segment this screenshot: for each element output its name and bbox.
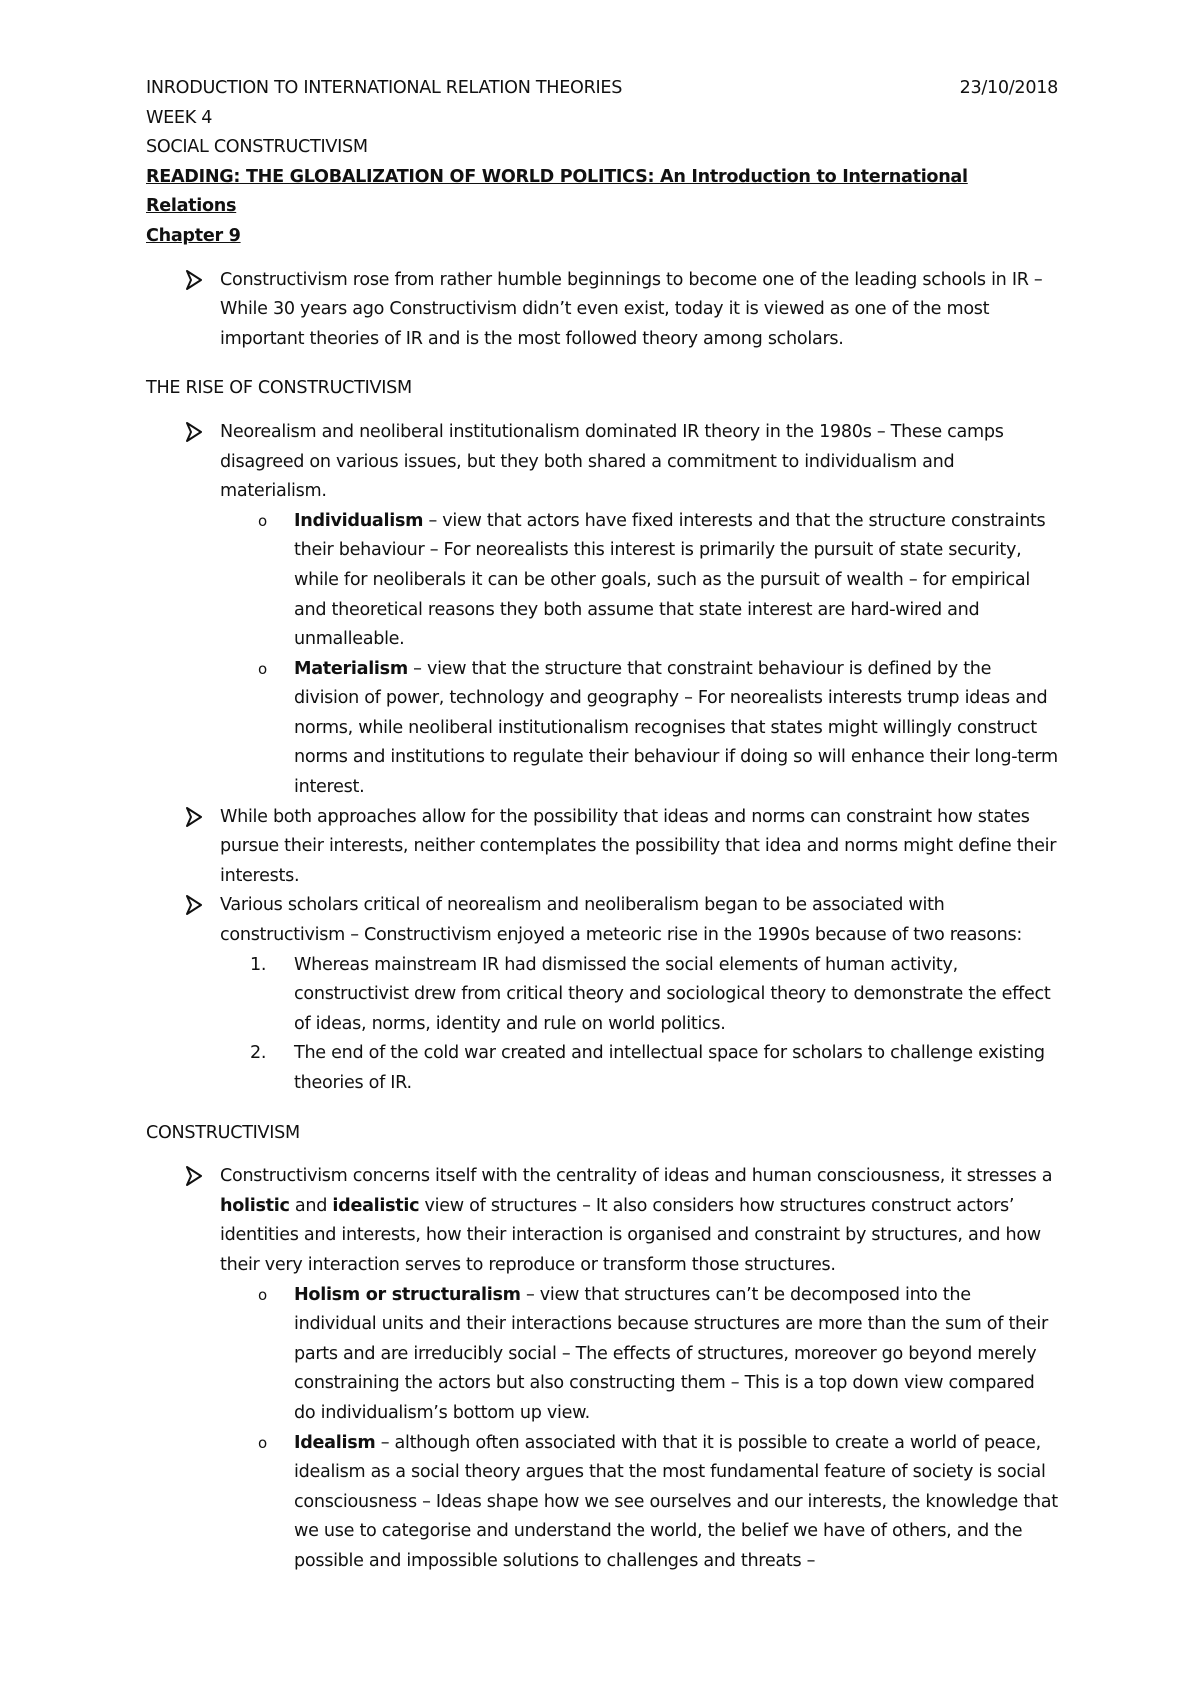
sub-marker: o bbox=[258, 659, 267, 678]
numbered-list bbox=[220, 951, 1058, 1099]
numbered-text: Whereas mainstream IR had dismissed the social elements of human activity, constructivist drew from critical theory and sociological theory to demonstrate the effect of ideas, norms, identity and rule on world politics. bbox=[294, 954, 1051, 1034]
sub-item bbox=[220, 1281, 1058, 1429]
constructivism-list bbox=[146, 1162, 1058, 1576]
header-line bbox=[146, 74, 1058, 104]
term-materialism: Materialism bbox=[294, 658, 408, 679]
arrowhead-bullet-icon bbox=[186, 806, 202, 828]
arrowhead-bullet-icon bbox=[186, 1165, 202, 1187]
sub-marker: o bbox=[258, 1433, 267, 1452]
bullet-text: and bbox=[289, 1195, 333, 1216]
sub-text: – although often associated with that it is possible to create a world of peace, idealism as a social theory argues that the most fundamental feature of society is social consciousness – Ideas shape how we see ourselves and our interests, the knowledge that we use to categorise and understand the world, the belief we have of others, and the possible and impossible solutions to challenges and threats – bbox=[294, 1432, 1058, 1571]
document-date: 23/10/2018 bbox=[959, 78, 1058, 98]
list-item bbox=[146, 803, 1058, 892]
sub-item bbox=[220, 507, 1058, 655]
sub-list bbox=[220, 1281, 1058, 1577]
intro-list bbox=[146, 266, 1058, 355]
arrowhead-bullet-icon bbox=[186, 894, 202, 916]
term-holistic: holistic bbox=[220, 1195, 290, 1216]
section-heading-rise: THE RISE OF CONSTRUCTIVISM bbox=[146, 378, 412, 399]
sub-text: – view that actors have fixed interests and that the structure constraints their behaviour – For neorealists this interest is primarily the pursuit of state security, while for neoliberals it can be other goals, such as the pursuit of wealth – for empirical and theoretical reasons they both assume that state interest are hard-wired and unmalleable. bbox=[294, 510, 1046, 650]
week-label: WEEK 4 bbox=[146, 107, 213, 128]
sub-marker: o bbox=[258, 1285, 267, 1304]
reading-title bbox=[146, 163, 1058, 252]
term-individualism: Individualism bbox=[294, 510, 424, 531]
number-marker: 2. bbox=[250, 1043, 267, 1064]
term-idealistic: idealistic bbox=[332, 1195, 420, 1216]
bullet-text: Constructivism concerns itself with the centrality of ideas and human consciousness, it stresses a bbox=[220, 1166, 1053, 1187]
numbered-item bbox=[220, 951, 1058, 1040]
sub-list bbox=[220, 507, 1058, 803]
course-title: INRODUCTION TO INTERNATIONAL RELATION THEORIES bbox=[146, 78, 623, 98]
reading-title-line2: Chapter 9 bbox=[146, 225, 241, 246]
sub-item bbox=[220, 655, 1058, 803]
sub-marker: o bbox=[258, 511, 267, 530]
arrowhead-bullet-icon bbox=[186, 269, 202, 291]
bullet-text: Various scholars critical of neorealism and neoliberalism began to be associated with constructivism – Constructivism enjoyed a meteoric rise in the 1990s because of two reasons: bbox=[220, 895, 1022, 946]
bullet-text: Neorealism and neoliberal institutionalism dominated IR theory in the 1980s – These camps disagreed on various issues, but they both shared a commitment to individualism and materialism. bbox=[220, 421, 1004, 502]
term-idealism: Idealism bbox=[294, 1432, 376, 1453]
sub-text: – view that structures can’t be decomposed into the individual units and their interactions because structures are more than the sum of their parts and are irreducibly social – The effects of structures, moreover go beyond merely constraining the actors but also constructing them – This is a top down view compared do individualism’s bottom up view. bbox=[294, 1284, 1048, 1423]
term-holism: Holism or structuralism bbox=[294, 1284, 521, 1305]
bullet-text: While both approaches allow for the possibility that ideas and norms can constraint how states pursue their interests, neither contemplates the possibility that idea and norms might define their interests. bbox=[220, 806, 1057, 886]
numbered-item bbox=[220, 1039, 1058, 1098]
section-heading-constructivism: CONSTRUCTIVISM bbox=[146, 1122, 300, 1143]
sub-text: – view that the structure that constraint behaviour is defined by the division of power, technology and geography – For neorealists interests trump ideas and norms, while neoliberal institutionalism recognises that states might willingly construct norms and institutions to regulate their behaviour if doing so will enhance their long-term interest. bbox=[294, 658, 1058, 798]
reading-title-line1: READING: THE GLOBALIZATION OF WORLD POLITICS: An Introduction to International Relations bbox=[146, 166, 968, 217]
list-item bbox=[146, 891, 1058, 1098]
numbered-text: The end of the cold war created and intellectual space for scholars to challenge existing theories of IR. bbox=[294, 1043, 1045, 1093]
rise-list bbox=[146, 418, 1058, 1099]
bullet-text: Constructivism rose from rather humble beginnings to become one of the leading schools in IR – While 30 years ago Constructivism didn’t even exist, today it is viewed as one of the most important theories of IR and is the most followed theory among scholars. bbox=[220, 269, 1043, 349]
list-item bbox=[146, 418, 1058, 803]
list-item bbox=[146, 266, 1058, 355]
bullet-text: view of structures – It also considers how structures construct actors’ identities and interests, how their interaction is organised and constraint by structures, and how their very interaction serves to reproduce or transform those structures. bbox=[220, 1195, 1041, 1275]
list-item bbox=[146, 1162, 1058, 1576]
topic-title: SOCIAL CONSTRUCTIVISM bbox=[146, 137, 368, 158]
arrowhead-bullet-icon bbox=[186, 421, 202, 443]
number-marker: 1. bbox=[250, 954, 267, 975]
sub-item bbox=[220, 1429, 1058, 1577]
